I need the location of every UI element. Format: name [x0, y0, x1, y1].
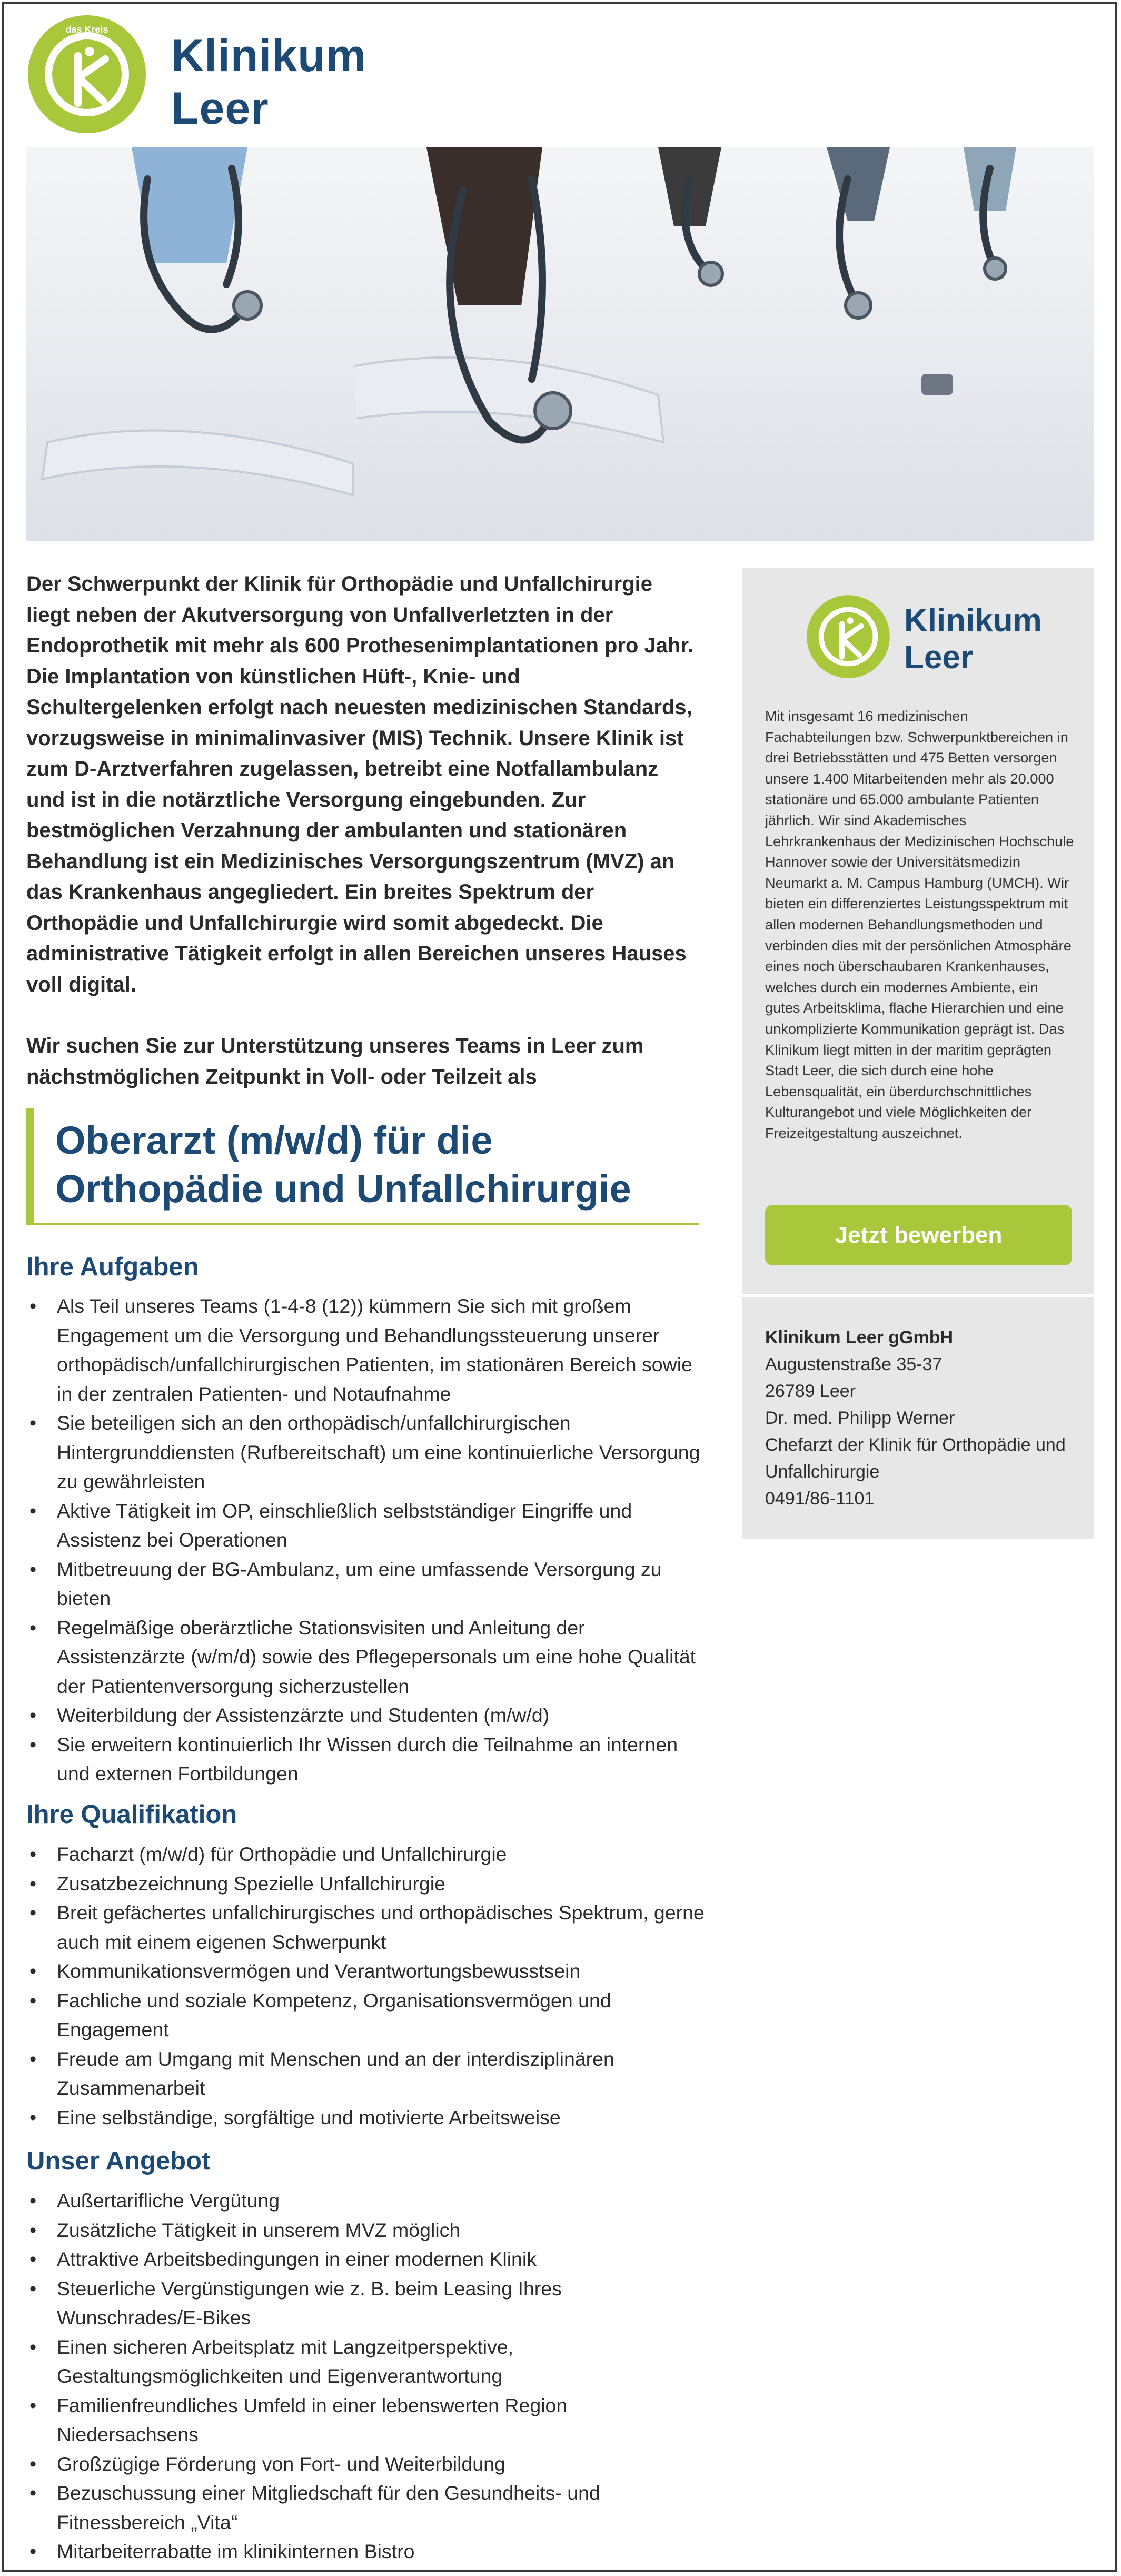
- tasks-heading: Ihre Aufgaben: [26, 1253, 199, 1281]
- header-logo[interactable]: [26, 14, 369, 135]
- svg-text:das Kreis: das Kreis: [65, 24, 108, 35]
- contact-person: Dr. med. Philipp Werner: [765, 1408, 955, 1428]
- sidebar: [742, 568, 1094, 1539]
- contact-company: Klinikum Leer gGmbH: [765, 1327, 954, 1348]
- list-item: • Bezuschussung einer Mitgliedschaft für den Gesundheits- und Fitnessbereich „Vita“: [29, 2482, 600, 2533]
- qualification-heading: Ihre Qualifikation: [26, 1800, 237, 1829]
- tasks-list: [26, 1292, 706, 1789]
- intro-paragraph-2: Wir suchen Sie zur Unterstützung unseres Teams in Leer zum nächstmöglichen Zeitpunkt in Voll- oder Teilzeit als: [26, 1034, 644, 1088]
- list-item: • Familienfreundliches Umfeld in einer lebenswerten Region Niedersachsens: [29, 2394, 568, 2445]
- list-item: • Weiterbildung der Assistenzärzte und Studenten (m/w/d): [29, 1704, 550, 1726]
- contact-block: [765, 1324, 1081, 1512]
- list-item: • Sie erweitern kontinuierlich Ihr Wissen durch die Teilnahme an internen und externen Fortbildungen: [29, 1733, 678, 1785]
- list-item: • Einen sicheren Arbeitsplatz mit Langzeitperspektive, Gestaltungsmöglichkeiten und Eigenverantwortung: [29, 2335, 514, 2387]
- list-item: • Regelmäßige oberärztliche Stationsvisiten und Anleitung der Assistenzärzte (w/m/d) sowie des Pflegepersonals um eine hohe Qualität der Patientenversorgung sicherzustellen: [29, 1616, 696, 1697]
- sidebar-logo[interactable]: [806, 594, 1058, 683]
- qualification-list: [26, 1840, 706, 2132]
- logo-emblem-icon: [806, 594, 891, 679]
- contact-phone[interactable]: 0491/86-1101: [765, 1489, 875, 1509]
- list-item: • Steuerliche Vergünstigungen wie z. B. beim Leasing Ihres Wunschrades/E-Bikes: [29, 2277, 562, 2329]
- list-item: • Eine selbständige, sorgfältige und motivierte Arbeitsweise: [29, 2106, 561, 2128]
- intro-paragraph-1: Der Schwerpunkt der Klinik für Orthopädie und Unfallchirurgie liegt neben der Akutversorgung von Unfallverletzten in der Endoprothetik mit mehr als 600 Prothesenimplantationen pro Jahr. Die Implantation von künstlichen Hüft-, Knie- und Schultergelenken erfolgt nach neuesten medizinischen Standards, vorzugsweise in minimalinvasiver (MIS) Technik. Unsere Klinik ist zum D-Arztverfahren zugelassen, betreibt eine Notfallambulanz und ist in die notärztliche Versorgung eingebunden. Zur bestmöglichen Verzahnung der ambulanten und stationären Behandlung ist ein Medizinisches Versorgungszentrum (MVZ) an das Krankenhaus angegliedert. Ein breites Spektrum der Orthopädie und Unfallchirurgie wird somit abgedeckt. Die administrative Tätigkeit erfolgt in allen Bereichen unseres Hauses voll digital.: [26, 572, 693, 996]
- offer-heading: Unser Angebot: [26, 2147, 211, 2175]
- list-item: • Außertarifliche Vergütung: [29, 2189, 280, 2212]
- list-item: • Sie beteiligen sich an den orthopädisch/unfallchirurgischen Hintergrunddiensten (Rufbereitschaft) um eine kontinuierliche Versorgung zu gewährleisten: [29, 1412, 700, 1492]
- list-item: • Attraktive Arbeitsbedingungen in einer modernen Klinik: [29, 2248, 537, 2270]
- contact-city: 26789 Leer: [765, 1381, 856, 1401]
- list-item: • Mitarbeiterrabatte im klinikinternen Bistro: [29, 2540, 415, 2562]
- job-title: Oberarzt (m/w/d) für die Orthopädie und Unfallchirurgie: [55, 1118, 631, 1211]
- doctors-illustration: [26, 147, 1094, 541]
- hero-image: [26, 147, 1094, 541]
- list-item: • Aktive Tätigkeit im OP, einschließlich selbstständiger Eingriffe und Assistenz bei Operationen: [29, 1499, 632, 1551]
- offer-list: [26, 2186, 706, 2567]
- list-item: • Zusätzliche Tätigkeit in unserem MVZ möglich: [29, 2218, 461, 2241]
- logo-wordmark: Klinikum Leer: [171, 31, 367, 134]
- list-item: • Kommunikationsvermögen und Verantwortungsbewusstsein: [29, 1960, 581, 1982]
- list-item: • Fachliche und soziale Kompetenz, Organisationsvermögen und Engagement: [29, 1989, 611, 2040]
- sidebar-logo-wordmark: Klinikum Leer: [904, 602, 1042, 676]
- sidebar-divider: [742, 1294, 1094, 1297]
- list-item: • Großzügige Förderung von Fort- und Weiterbildung: [29, 2452, 505, 2475]
- list-item: • Als Teil unseres Teams (1-4-8 (12)) kümmern Sie sich mit großem Engagement um die Versorgung und Behandlungssteuerung unserer orthopädisch/unfallchirurgischen Patienten, im stationären Bereich sowie in der zentralen Patienten- und Notaufnahme: [29, 1295, 692, 1405]
- intro-text: [26, 569, 700, 1092]
- apply-button[interactable]: Jetzt bewerben: [765, 1205, 1072, 1265]
- list-item: • Facharzt (m/w/d) für Orthopädie und Unfallchirurgie: [29, 1843, 507, 1865]
- list-item: • Zusatzbezeichnung Spezielle Unfallchirurgie: [29, 1872, 445, 1895]
- clinic-description: Mit insgesamt 16 medizinischen Fachabteilungen bzw. Schwerpunktbereichen in drei Betriebsstätten und 475 Betten versorgen unsere 1.400 Mitarbeitenden mehr als 20.000 stationäre und 65.000 ambulante Patienten jährlich. Wir sind Akademisches Lehrkrankenhaus der Medizinischen Hochschule Hannover sowie der Universitätsmedizin Neumarkt a. M. Campus Hamburg (UMCH). Wir bieten ein differenziertes Leistungsspektrum mit allen modernen Behandlungsmethoden und verbinden dies mit der persönlichen Atmosphäre eines noch überschaubaren Krankenhauses, welches durch ein modernes Ambiente, ein gutes Arbeitsklima, flache Hierarchien und eine unkomplizierte Kommunikation geprägt ist. Das Klinikum liegt mitten in der maritim geprägten Stadt Leer, die sich durch eine hohe Lebensqualität, ein überdurchschnittliches Kulturangebot und viele Möglichkeiten der Freizeitgestaltung auszeichnet.: [765, 708, 1074, 1141]
- contact-street: Augustenstraße 35-37: [765, 1354, 943, 1374]
- list-item: • Mitbetreuung der BG-Ambulanz, um eine umfassende Versorgung zu bieten: [29, 1558, 662, 1609]
- list-item: • Freude am Umgang mit Menschen und an der interdisziplinären Zusammenarbeit: [29, 2047, 614, 2099]
- contact-role: Chefarzt der Klinik für Orthopädie und Unfallchirurgie: [765, 1435, 1066, 1482]
- list-item: • Breit gefächertes unfallchirurgisches und orthopädisches Spektrum, gerne auch mit einem eigenen Schwerpunkt: [29, 1901, 705, 1953]
- logo-emblem-icon: [26, 14, 147, 135]
